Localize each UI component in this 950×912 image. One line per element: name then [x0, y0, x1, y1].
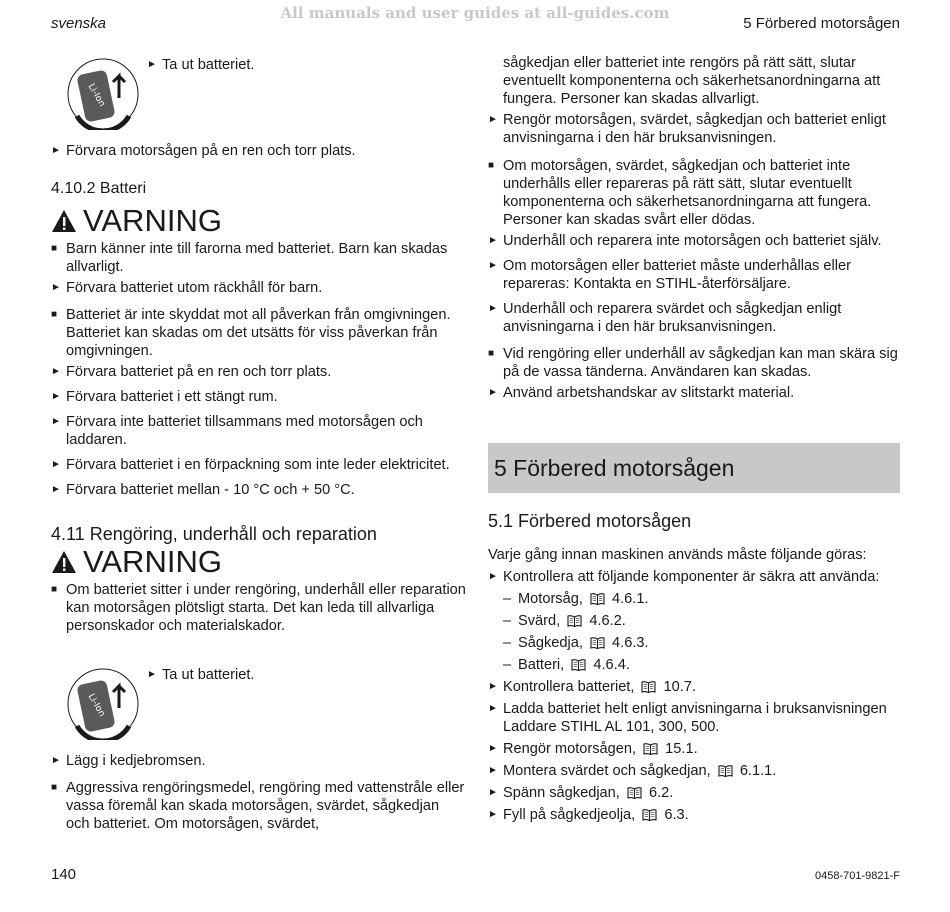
heading-5-1: 5.1 Förbered motorsågen: [488, 511, 692, 531]
warning1-step-4: ► Förvara inte batteriet tillsammans med motorsågen och laddaren.: [51, 414, 423, 448]
book-icon: [627, 786, 642, 799]
triangle-right-icon: ►: [488, 303, 498, 314]
right-step-1: ► Rengör motorsågen, svärdet, sågkedjan och batteriet enligt anvisningarna i den här bruksanvisningen.: [488, 112, 886, 146]
warning1-step-2: ► Förvara batteriet på en ren och torr plats.: [51, 364, 332, 380]
chapter-banner: 5 Förbered motorsågen: [488, 443, 900, 493]
warning2-step-1: ► Ta ut batteriet.: [147, 667, 255, 683]
right-step-5: ► Använd arbetshandskar av slitstarkt material.: [488, 385, 795, 401]
triangle-right-icon: ►: [488, 765, 498, 776]
triangle-right-icon: ►: [51, 459, 61, 470]
triangle-right-icon: ►: [488, 260, 498, 271]
triangle-right-icon: ►: [488, 809, 498, 820]
battery-label: Li-Ion: [85, 82, 107, 109]
triangle-right-icon: ►: [488, 743, 498, 754]
triangle-right-icon: ►: [51, 282, 61, 293]
heading-4-10-2: 4.10.2 Batteri: [51, 180, 147, 197]
book-icon: [567, 614, 582, 627]
right-bullet-1: ■ Om motorsågen, svärdet, sågkedjan och batteriet inte underhålls eller repareras på rätt sätt, slutar eventuellt komponenterna och säkerhetsanordningarna att fungera. Personer kan skadas svårt eller dödas.: [488, 157, 900, 229]
warning1-bullet-2: ■ Batteriet är inte skyddat mot all påverkan från omgivningen. Batteriet kan skadas om det utsätts för viss påverkan från omgivningen.: [51, 306, 466, 360]
component-item: – Svärd, 4.6.2.: [503, 613, 626, 629]
continued-paragraph: sågkedjan eller batteriet inte rengörs på rätt sätt, slutar eventuellt komponenterna och säkerhetsanordningarna att fungera. Personer kan skadas allvarligt.: [503, 55, 881, 107]
triangle-right-icon: ►: [488, 235, 498, 246]
book-icon: [641, 680, 656, 693]
warning1-step-6: ► Förvara batteriet mellan - 10 °C och + 50 °C.: [51, 482, 355, 498]
warning2-bullet-2: ■ Aggressiva rengöringsmedel, rengöring med vattenstråle eller vassa föremål kan skada motorsågen, svärdet, sågkedjan och batteriet. Om motorsågen, svärdet,: [51, 779, 466, 833]
triangle-right-icon: ►: [488, 571, 498, 582]
step-check-components: ► Kontrollera att följande komponenter är säkra att använda:: [488, 569, 880, 585]
triangle-right-icon: ►: [51, 416, 61, 427]
triangle-right-icon: ►: [51, 755, 61, 766]
component-item: – Sågkedja, 4.6.3.: [503, 635, 649, 651]
book-icon: [642, 808, 657, 821]
component-item: – Motorsåg, 4.6.1.: [503, 591, 649, 607]
triangle-right-icon: ►: [51, 391, 61, 402]
header-language: svenska: [51, 15, 107, 32]
warning-triangle-icon: [51, 208, 77, 234]
book-icon: [590, 592, 605, 605]
book-icon: [718, 764, 733, 777]
prep-step: ► Spänn sågkedjan, 6.2.: [488, 785, 674, 801]
page-number: 140: [51, 866, 77, 883]
triangle-right-icon: ►: [147, 59, 157, 70]
prep-step: ► Ladda batteriet helt enligt anvisningarna i bruksanvisningen Laddare STIHL AL 101, 300, 500.: [488, 701, 887, 735]
triangle-right-icon: ►: [488, 681, 498, 692]
prep-step: ► Kontrollera batteriet, 10.7.: [488, 679, 697, 695]
warning1-step-1: ► Förvara batteriet utom räckhåll för barn.: [51, 280, 323, 296]
warning1-bullet-1: ■ Barn känner inte till farorna med batteriet. Barn kan skadas allvarligt.: [51, 240, 466, 276]
triangle-right-icon: ►: [488, 703, 498, 714]
triangle-right-icon: ►: [147, 669, 157, 680]
intro-paragraph: Varje gång innan maskinen används måste följande göras:: [488, 547, 867, 563]
step-remove-battery: ► Ta ut batteriet.: [147, 57, 255, 73]
triangle-right-icon: ►: [51, 145, 61, 156]
warning-heading-1: VARNING: [51, 204, 466, 238]
book-icon: [643, 742, 658, 755]
component-item: – Batteri, 4.6.4.: [503, 657, 630, 673]
triangle-right-icon: ►: [488, 387, 498, 398]
book-icon: [590, 636, 605, 649]
triangle-right-icon: ►: [51, 366, 61, 377]
doc-code: 0458-701-9821-F: [814, 870, 900, 882]
warning-heading-2: VARNING: [51, 545, 466, 579]
component-list: [488, 590, 900, 674]
header-section: 5 Förbered motorsågen: [743, 15, 900, 32]
triangle-right-icon: ►: [51, 484, 61, 495]
warning1-step-5: ► Förvara batteriet i en förpackning som inte leder elektricitet.: [51, 457, 450, 473]
heading-4-11: 4.11 Rengöring, underhåll och reparation: [51, 524, 377, 544]
warning2-bullet-1: ■ Om batteriet sitter i under rengöring, underhåll eller reparation kan motorsågen plötsligt starta. Det kan leda till allvarliga personskador och materialskador.: [51, 581, 466, 635]
right-step-4: ► Underhåll och reparera svärdet och sågkedjan enligt anvisningarna i den här bruksanvisningen.: [488, 301, 842, 335]
triangle-right-icon: ►: [488, 114, 498, 125]
prep-steps-list: [488, 678, 900, 824]
warning-triangle-icon: [51, 549, 77, 575]
warning2-step-2: ► Lägg i kedjebromsen.: [51, 753, 206, 769]
right-step-3: ► Om motorsågen eller batteriet måste underhållas eller repareras: Kontakta en STIHL-återförsäljare.: [488, 258, 851, 292]
watermark: All manuals and user guides at all-guides.com: [280, 4, 670, 22]
triangle-right-icon: ►: [488, 787, 498, 798]
right-step-2: ► Underhåll och reparera inte motorsågen och batteriet själv.: [488, 233, 882, 249]
warning1-step-3: ► Förvara batteriet i ett stängt rum.: [51, 389, 278, 405]
book-icon: [571, 658, 586, 671]
battery-label: Li-Ion: [85, 692, 107, 719]
prep-step: ► Montera svärdet och sågkedjan, 6.1.1.: [488, 763, 777, 779]
step-store-clean: ► Förvara motorsågen på en ren och torr plats.: [51, 143, 356, 159]
right-bullet-2: ■ Vid rengöring eller underhåll av sågkedjan kan man skära sig på de vassa tänderna. Användaren kan skadas.: [488, 345, 900, 381]
prep-step: ► Fyll på sågkedjeolja, 6.3.: [488, 807, 689, 823]
prep-step: ► Rengör motorsågen, 15.1.: [488, 741, 698, 757]
